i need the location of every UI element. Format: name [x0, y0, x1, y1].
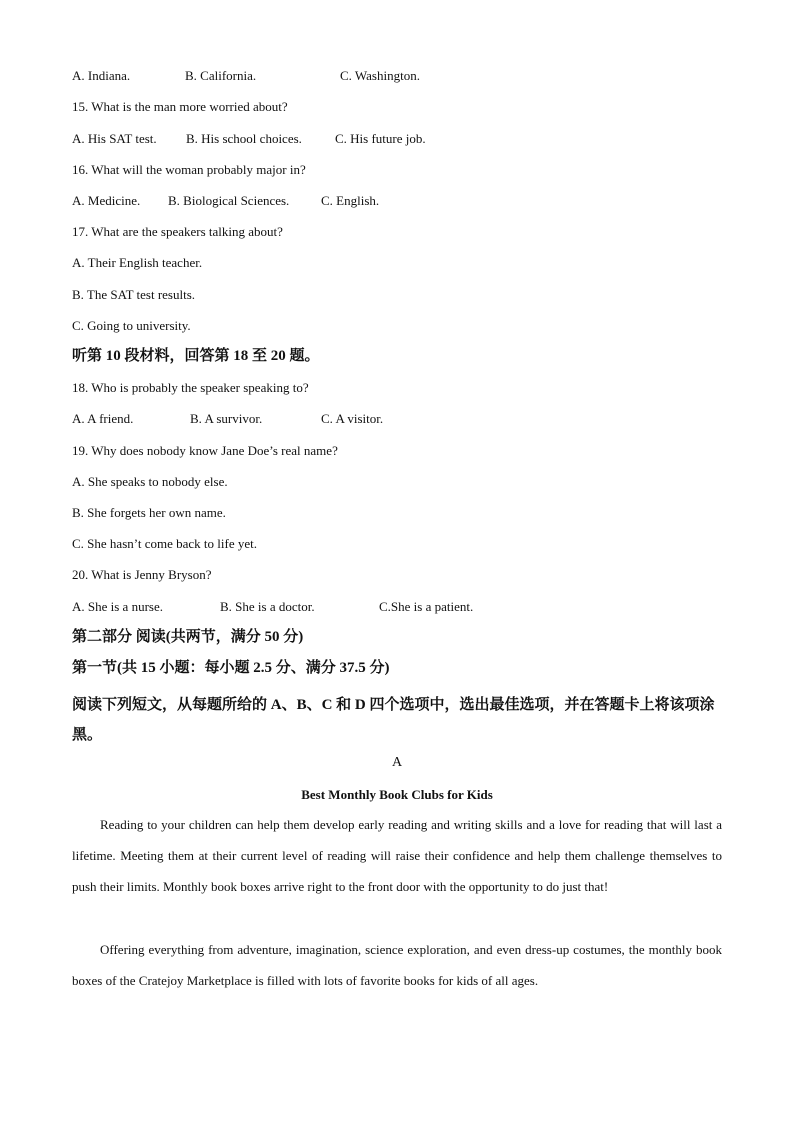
passage-paragraph-1: Reading to your children can help them develop early reading and writing skills and a love for reading that will last a lifetime. Meeting them at their current level of reading will raise their confidence and help them challenge themselves to push their limits. Monthly book boxes arrive right to the front door with the opportunity to do just that!	[72, 817, 722, 894]
q15-question: 15. What is the man more worried about?	[72, 99, 288, 114]
passage-paragraph-2: Offering everything from adventure, imagination, science exploration, and even dress-up costumes, the monthly book boxes of the Cratejoy Marketplace is filled with lots of favorite books for kids of all ages.	[72, 942, 722, 988]
q14-option-a: A. Indiana.	[72, 68, 131, 83]
q18-option-b: B. A survivor.	[190, 411, 263, 426]
q15-option-a: A. His SAT test.	[72, 131, 157, 146]
q19-option-a: A. She speaks to nobody else.	[72, 474, 228, 489]
q20-option-c: C.She is a patient.	[379, 599, 474, 614]
passage-title: Best Monthly Book Clubs for Kids	[301, 787, 493, 802]
passage-label: A	[391, 755, 403, 770]
q20-option-b: B. She is a doctor.	[220, 599, 315, 614]
q19-option-c: C. She hasn’t come back to life yet.	[72, 536, 257, 551]
q17-option-b: B. The SAT test results.	[72, 287, 196, 302]
section1-heading: 第一节(共 15 小题：每小题 2.5 分、满分 37.5 分)	[72, 660, 390, 676]
q14-option-c: C. Washington.	[340, 68, 420, 83]
q15-option-b: B. His school choices.	[186, 131, 302, 146]
q17-option-a: A. Their English teacher.	[72, 255, 203, 270]
part2-heading: 第二部分 阅读(共两节，满分 50 分)	[72, 629, 304, 645]
q16-question: 16. What will the woman probably major in?	[72, 162, 306, 177]
reading-instructions: 阅读下列短文，从每题所给的 A、B、C 和 D 四个选项中，选出最佳选项，并在答题卡上将该项涂黑。	[72, 697, 715, 743]
q20-question: 20. What is Jenny Bryson?	[72, 567, 212, 582]
q15-option-c: C. His future job.	[335, 131, 426, 146]
q18-option-a: A. A friend.	[72, 411, 134, 426]
q18-question: 18. Who is probably the speaker speaking to?	[72, 380, 309, 395]
q18-option-c: C. A visitor.	[321, 411, 384, 426]
q17-question: 17. What are the speakers talking about?	[72, 224, 283, 239]
q14-option-b: B. California.	[185, 68, 257, 83]
q19-option-b: B. She forgets her own name.	[72, 505, 226, 520]
section10-heading: 听第 10 段材料，回答第 18 至 20 题。	[72, 348, 320, 364]
q20-option-a: A. She is a nurse.	[72, 599, 163, 614]
q17-option-c: C. Going to university.	[72, 318, 191, 333]
q16-option-c: C. English.	[321, 193, 380, 208]
q16-option-a: A. Medicine.	[72, 193, 141, 208]
q16-option-b: B. Biological Sciences.	[168, 193, 290, 208]
q19-question: 19. Why does nobody know Jane Doe’s real name?	[72, 443, 338, 458]
